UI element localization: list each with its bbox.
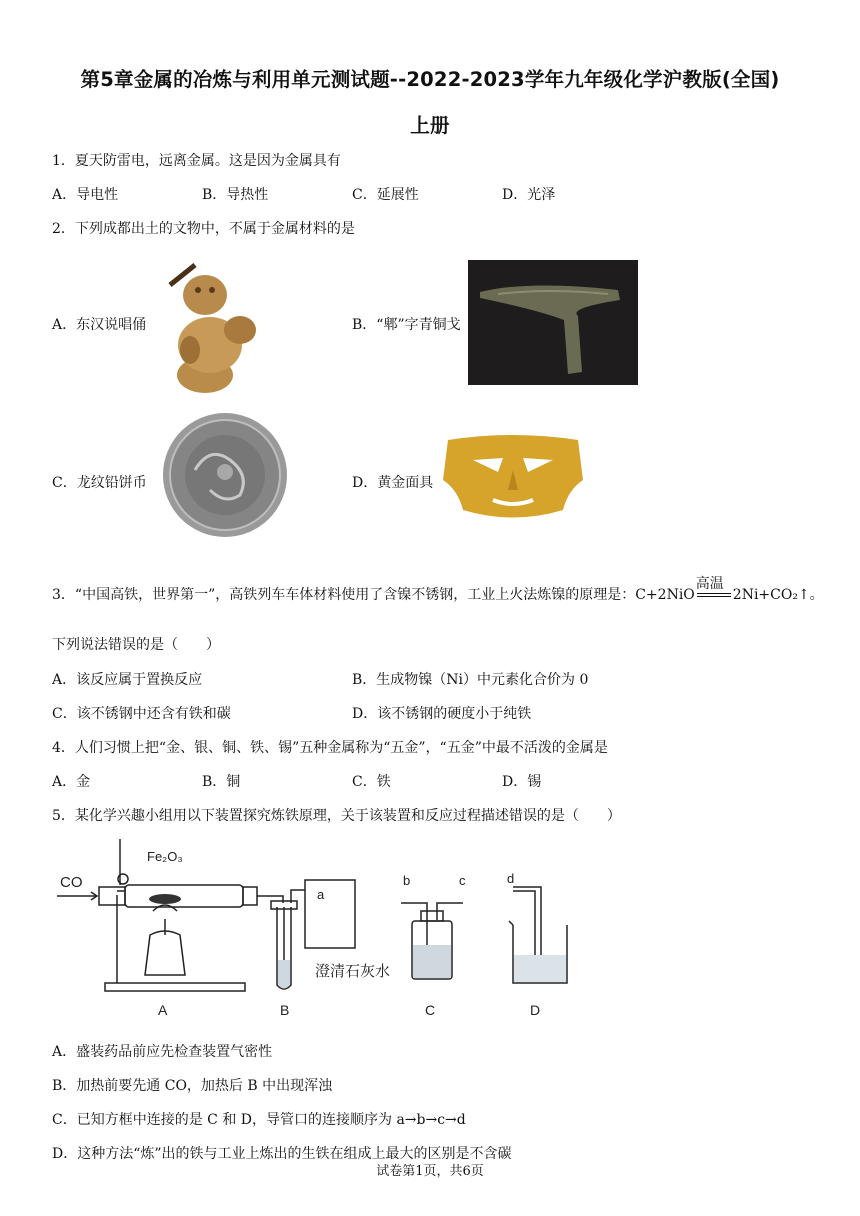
q3-option-c: C．该不锈钢中还含有铁和碳 [52, 706, 231, 722]
fe2o3-label: Fe₂O₃ [147, 849, 183, 864]
port-b-label: b [403, 873, 411, 888]
q2-option-d: D．黄金面具 [352, 475, 434, 491]
q4-option-c: C．铁 [352, 774, 391, 790]
q2-option-a: A．东汉说唱俑 [52, 317, 147, 333]
q3-stem-pre: 3．“中国高铁，世界第一”，高铁列车车体材料使用了含镍不锈钢，工业上火法炼镍的原理是：C+2NiO [52, 587, 695, 603]
q1-option-a: A．导电性 [52, 187, 119, 203]
port-a-label: a [317, 887, 325, 902]
q3-option-a: A．该反应属于置换反应 [52, 672, 203, 688]
q1-option-d: D．光泽 [502, 187, 556, 203]
q5-option-d: D．这种方法“炼”出的铁与工业上炼出的生铁在组成上最大的区别是不含碳 [52, 1146, 512, 1162]
question-2-stem: 2．下列成都出土的文物中，不属于金属材料的是 [52, 221, 355, 237]
co-label: CO [60, 874, 83, 891]
question-3-stem [52, 576, 824, 604]
q2-option-c: C．龙纹铅饼币 [52, 475, 147, 491]
q5-option-a: A．盛装药品前应先检查装置气密性 [52, 1044, 273, 1060]
q1-option-c: C．延展性 [352, 187, 419, 203]
limewater-label: 澄清石灰水 [315, 963, 391, 980]
exam-title: 第5章金属的冶炼与利用单元测试题--2022-2023学年九年级化学沪教版(全国) [80, 68, 780, 91]
port-d-label: d [507, 871, 515, 886]
reaction-condition [695, 576, 731, 602]
question-4-stem: 4．人们习惯上把“金、银、铜、铁、锡”五种金属称为“五金”，“五金”中最不活泼的金属是 [52, 740, 608, 756]
condition-label: 高温 [695, 576, 724, 592]
port-c-label: c [459, 873, 466, 888]
q5-option-b: B．加热前要先通 CO，加热后 B 中出现浑浊 [52, 1078, 333, 1094]
question-5-stem: 5．某化学兴趣小组用以下装置探究炼铁原理，关于该装置和反应过程描述错误的是（ ） [52, 808, 621, 824]
gold-mask-image [438, 430, 588, 525]
q3-stem-post: 2Ni+CO₂↑。 [732, 587, 824, 603]
q1-option-b: B．导热性 [202, 187, 269, 203]
apparatus-d-label: D [530, 1002, 541, 1018]
apparatus-b-label: B [280, 1002, 290, 1018]
apparatus-c-label: C [425, 1002, 436, 1018]
exam-title-line2: 上册 [410, 114, 450, 137]
q4-option-d: D．锡 [502, 774, 542, 790]
q3-option-b: B．生成物镍（Ni）中元素化合价为 0 [352, 672, 589, 688]
q4-option-b: B．铜 [202, 774, 241, 790]
q5-option-c: C．已知方框中连接的是 C 和 D，导管口的连接顺序为 a→b→c→d [52, 1112, 466, 1128]
question-1-stem: 1．夏天防雷电，远离金属。这是因为金属具有 [52, 153, 341, 169]
q3-option-d: D．该不锈钢的硬度小于纯铁 [352, 706, 532, 722]
bronze-dagger-axe-image [468, 260, 638, 385]
page-footer: 试卷第1页，共6页 [376, 1164, 484, 1179]
q4-option-a: A．金 [52, 774, 91, 790]
silver-coin-image [155, 410, 295, 540]
apparatus-diagram [55, 835, 575, 1025]
q2-option-b: B．“郫”字青铜戈 [352, 317, 461, 333]
apparatus-a-label: A [158, 1002, 168, 1018]
figurine-image [150, 250, 272, 395]
question-3-stem2: 下列说法错误的是（ ） [52, 637, 220, 653]
